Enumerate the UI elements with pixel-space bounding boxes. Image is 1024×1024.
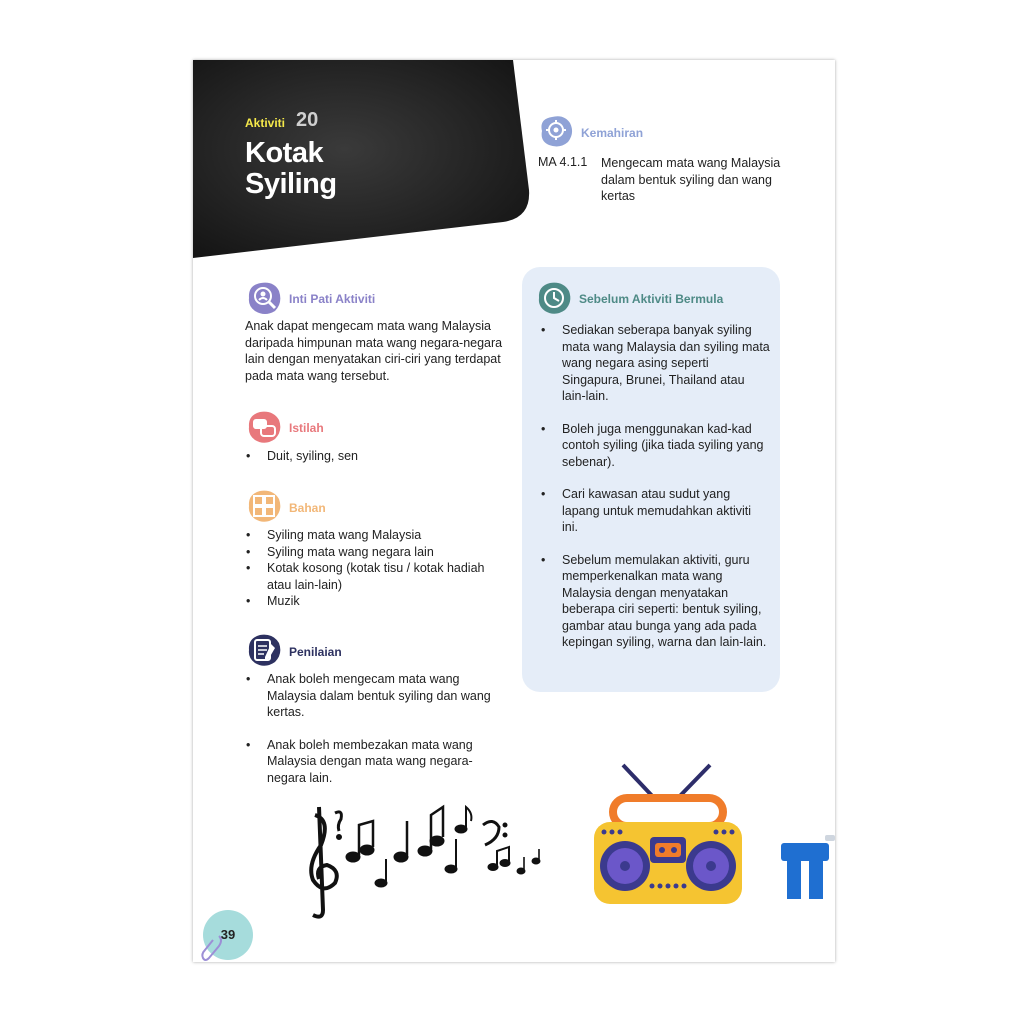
brain-gear-icon	[536, 111, 576, 151]
activity-number: 20	[296, 109, 319, 131]
clock-icon	[534, 278, 574, 318]
sebelum-heading: Sebelum Aktiviti Bermula	[579, 292, 724, 306]
list-item: • Kotak kosong (kotak tisu / kotak hadiah atau lain-lain)	[245, 560, 507, 593]
title-line-2: Syiling	[245, 168, 337, 200]
istilah-heading: Istilah	[289, 421, 324, 435]
bahan-heading: Bahan	[289, 501, 326, 515]
page-title	[245, 138, 337, 200]
sebelum-list	[540, 322, 770, 667]
clipboard-pencil-icon	[244, 630, 284, 670]
chat-bubbles-icon	[244, 407, 284, 447]
inti-pati-text: Anak dapat mengecam mata wang Malaysia daripada himpunan mata wang negara-negara lain dengan menyatakan ciri-ciri yang terdapat pada mata wang tersebut.	[245, 319, 503, 383]
list-item: • Cari kawasan atau sudut yang lapang untuk memudahkan aktiviti ini.	[540, 486, 770, 536]
search-person-icon	[244, 278, 284, 318]
istilah-list	[245, 448, 507, 465]
music-notes-illustration	[293, 795, 553, 925]
paperclip-icon	[199, 932, 225, 962]
penilaian-heading: Penilaian	[289, 645, 342, 659]
list-item: • Anak boleh membezakan mata wang Malaysia dengan mata wang negara-negara lain.	[245, 737, 495, 787]
inti-pati-heading: Inti Pati Aktiviti	[289, 292, 376, 306]
list-item: • Syiling mata wang Malaysia	[245, 527, 507, 544]
activity-label: Aktiviti	[245, 116, 286, 130]
radio-illustration	[588, 760, 748, 910]
puzzle-icon	[244, 486, 284, 526]
decorative-shape	[781, 835, 835, 905]
page-number: 39	[220, 927, 236, 942]
skill-code: MA 4.1.1	[538, 155, 588, 169]
bahan-list	[245, 527, 507, 610]
list-item: • Sebelum memulakan aktiviti, guru memperkenalkan mata wang Malaysia dengan menyatakan beberapa ciri seperti: bentuk syiling, gambar atau bunga yang ada pada kepingan syiling, warna dan lain-lain.	[540, 552, 770, 651]
list-item: • Boleh juga menggunakan kad-kad contoh syiling (jika tiada syiling yang sebenar).	[540, 421, 770, 471]
list-item: • Muzik	[245, 593, 507, 610]
list-item: • Sediakan seberapa banyak syiling mata wang Malaysia dan syiling mata wang negara asing seperti Singapura, Brunei, Thailand atau lain-lain.	[540, 322, 770, 405]
blackboard-header	[193, 60, 533, 260]
kemahiran-heading: Kemahiran	[581, 126, 644, 140]
skill-description: Mengecam mata wang Malaysia dalam bentuk syiling dan wang kertas	[601, 156, 781, 203]
list-item: • Syiling mata wang negara lain	[245, 544, 507, 561]
penilaian-list	[245, 671, 495, 802]
worksheet-page	[193, 60, 835, 962]
title-line-1: Kotak	[245, 137, 324, 169]
list-item: • Anak boleh mengecam mata wang Malaysia dalam bentuk syiling dan wang kertas.	[245, 671, 495, 721]
list-item: • Duit, syiling, sen	[245, 448, 507, 465]
